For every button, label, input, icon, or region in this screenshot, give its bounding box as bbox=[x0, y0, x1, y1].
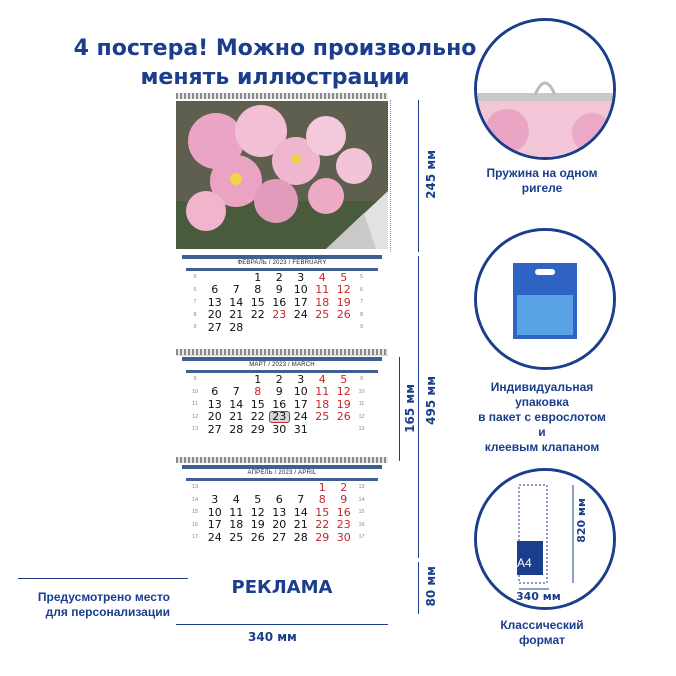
day: 31 bbox=[293, 422, 308, 436]
week-number: 9 bbox=[193, 376, 197, 383]
day: 2 bbox=[340, 480, 348, 494]
personal-line-2: для персонализации bbox=[45, 605, 170, 619]
top-spiral bbox=[176, 93, 388, 99]
day: 10 bbox=[293, 385, 308, 399]
day: 2 bbox=[275, 270, 283, 284]
day: 16 bbox=[272, 295, 287, 309]
week-row bbox=[186, 373, 378, 386]
day: 10 bbox=[207, 505, 222, 519]
format-diagram bbox=[477, 471, 613, 607]
day: 26 bbox=[336, 308, 351, 322]
day: 28 bbox=[229, 422, 244, 436]
week-number: 14 bbox=[191, 496, 199, 503]
advertising-block bbox=[176, 553, 388, 615]
week-number: 6 bbox=[193, 286, 197, 293]
day: 23 bbox=[336, 518, 351, 532]
week-number: 11 bbox=[192, 401, 198, 408]
week-number: 7 bbox=[193, 299, 197, 306]
week-number: 15 bbox=[358, 509, 365, 516]
day: 15 bbox=[250, 295, 265, 309]
month-block-march bbox=[176, 357, 388, 458]
day: 20 bbox=[207, 410, 222, 424]
dimension-line-total bbox=[418, 256, 419, 558]
a4-width: 340 мм bbox=[516, 590, 561, 603]
day: 20 bbox=[207, 308, 222, 322]
day: 9 bbox=[340, 493, 348, 507]
month-title: МАРТ / 2023 / MARCH bbox=[249, 362, 315, 368]
day: 5 bbox=[254, 493, 262, 507]
day: 27 bbox=[207, 320, 222, 334]
week-number: 5 bbox=[193, 274, 197, 281]
week-row bbox=[186, 271, 378, 284]
day: 17 bbox=[293, 295, 308, 309]
day: 23 bbox=[272, 308, 287, 322]
day: 10 bbox=[293, 283, 308, 297]
package-caption bbox=[476, 380, 608, 455]
day: 16 bbox=[272, 397, 287, 411]
week-row bbox=[186, 481, 378, 494]
week-number: 15 bbox=[191, 509, 199, 516]
day: 11 bbox=[229, 505, 244, 519]
dimension-line-bottom bbox=[418, 562, 419, 614]
format-line-1: Классический bbox=[500, 618, 584, 632]
day: 22 bbox=[250, 410, 265, 424]
day: 28 bbox=[293, 530, 308, 544]
day: 25 bbox=[315, 308, 330, 322]
spring-detail-image bbox=[477, 21, 613, 157]
headline bbox=[60, 34, 490, 92]
dimension-mid: 165 мм bbox=[403, 384, 417, 433]
dimension-line-mid bbox=[399, 357, 400, 461]
day: 14 bbox=[293, 505, 308, 519]
week-row bbox=[186, 423, 378, 436]
week-number: 9 bbox=[193, 324, 197, 331]
day: 12 bbox=[336, 283, 351, 297]
week-number: 16 bbox=[358, 521, 365, 528]
pack-line-1: Индивидуальная bbox=[490, 380, 594, 394]
month-grid bbox=[186, 373, 378, 436]
month-grid bbox=[186, 481, 378, 544]
week-number: 13 bbox=[191, 484, 199, 491]
week-row bbox=[186, 321, 378, 334]
week-number: 14 bbox=[358, 496, 365, 503]
day: 24 bbox=[207, 530, 222, 544]
day: 21 bbox=[229, 308, 244, 322]
week-row bbox=[186, 531, 378, 544]
day: 3 bbox=[297, 372, 305, 386]
guide-top bbox=[390, 100, 391, 252]
dimension-top: 245 мм bbox=[424, 150, 438, 199]
day: 4 bbox=[232, 493, 240, 507]
day: 2 bbox=[275, 372, 283, 386]
day: 30 bbox=[272, 422, 287, 436]
day: 12 bbox=[250, 505, 265, 519]
week-number: 17 bbox=[191, 534, 199, 541]
week-number: 6 bbox=[359, 286, 364, 293]
week-row bbox=[186, 411, 378, 424]
personal-line-1: Предусмотрено место bbox=[37, 590, 170, 604]
day: 29 bbox=[315, 530, 330, 544]
dimension-bottom: 80 мм bbox=[424, 566, 438, 607]
week-number: 12 bbox=[358, 413, 365, 420]
day: 26 bbox=[336, 410, 351, 424]
day: 21 bbox=[293, 518, 308, 532]
dimension-line-top bbox=[418, 100, 419, 252]
week-number: 10 bbox=[358, 388, 365, 395]
day: 24 bbox=[293, 410, 308, 424]
week-row bbox=[186, 494, 378, 507]
day: 29 bbox=[250, 422, 265, 436]
a4-height: 820 мм bbox=[575, 498, 588, 543]
package-zoom-circle bbox=[474, 228, 616, 370]
day: 7 bbox=[232, 385, 240, 399]
week-row bbox=[186, 386, 378, 399]
week-row bbox=[186, 309, 378, 322]
day: 7 bbox=[297, 493, 305, 507]
day: 22 bbox=[250, 308, 265, 322]
day: 12 bbox=[336, 385, 351, 399]
week-number: 13 bbox=[191, 426, 199, 433]
day: 25 bbox=[315, 410, 330, 424]
day: 19 bbox=[336, 295, 351, 309]
month-block-april bbox=[176, 465, 388, 554]
week-row bbox=[186, 398, 378, 411]
day: 14 bbox=[229, 397, 244, 411]
week-number: 13 bbox=[358, 484, 365, 491]
month-grid bbox=[186, 271, 378, 334]
week-number: 12 bbox=[191, 413, 199, 420]
day: 28 bbox=[229, 320, 244, 334]
day: 3 bbox=[211, 493, 219, 507]
week-number: 11 bbox=[358, 401, 365, 408]
week-number: 7 bbox=[359, 299, 364, 306]
week-row bbox=[186, 284, 378, 297]
day: 1 bbox=[254, 270, 262, 284]
flower-photo bbox=[176, 101, 388, 249]
spring-line-1: Пружина на одном bbox=[486, 166, 598, 180]
day: 17 bbox=[207, 518, 222, 532]
day: 20 bbox=[272, 518, 287, 532]
day: 26 bbox=[250, 530, 265, 544]
day: 7 bbox=[232, 283, 240, 297]
day: 4 bbox=[318, 372, 326, 386]
day: 15 bbox=[315, 505, 330, 519]
day: 30 bbox=[336, 530, 351, 544]
wall-calendar bbox=[176, 93, 388, 613]
week-row bbox=[186, 296, 378, 309]
day: 18 bbox=[315, 295, 330, 309]
format-zoom-circle bbox=[474, 468, 616, 610]
week-number: 17 bbox=[358, 534, 365, 541]
month-title: АПРЕЛЬ / 2023 / APRIL bbox=[247, 470, 317, 476]
day: 24 bbox=[293, 308, 308, 322]
dimension-line-width bbox=[176, 624, 388, 625]
pack-line-3: в пакет с еврослотом и bbox=[478, 410, 606, 439]
format-line-2: формат bbox=[518, 633, 566, 647]
day: 9 bbox=[275, 385, 283, 399]
day: 8 bbox=[254, 385, 262, 399]
month-title: ФЕВРАЛЬ / 2023 / FEBRUARY bbox=[237, 260, 327, 266]
roses-illustration bbox=[176, 101, 388, 249]
week-number: 16 bbox=[191, 521, 199, 528]
pack-line-4: клеевым клапаном bbox=[484, 440, 600, 454]
dimension-total: 495 мм bbox=[424, 376, 438, 425]
headline-line-1: 4 постера! Можно произвольно bbox=[73, 36, 477, 61]
middle-spiral-2 bbox=[176, 457, 388, 463]
day: 13 bbox=[272, 505, 287, 519]
a4-label: A4 bbox=[517, 556, 532, 570]
day: 1 bbox=[254, 372, 262, 386]
day: 21 bbox=[229, 410, 244, 424]
day: 8 bbox=[318, 493, 326, 507]
day: 13 bbox=[207, 397, 222, 411]
week-row bbox=[186, 506, 378, 519]
format-caption bbox=[476, 618, 608, 648]
day: 17 bbox=[293, 397, 308, 411]
day: 19 bbox=[250, 518, 265, 532]
week-number: 9 bbox=[359, 324, 364, 331]
week-number: 5 bbox=[359, 274, 364, 281]
day: 19 bbox=[336, 397, 351, 411]
middle-spiral-1 bbox=[176, 349, 388, 355]
day: 11 bbox=[315, 385, 330, 399]
week-number: 13 bbox=[358, 426, 365, 433]
month-block-february bbox=[176, 255, 388, 356]
personalization-note bbox=[20, 590, 170, 620]
day: 9 bbox=[275, 283, 283, 297]
week-number: 9 bbox=[359, 376, 364, 383]
day: 6 bbox=[211, 385, 219, 399]
week-row bbox=[186, 519, 378, 532]
day: 6 bbox=[275, 493, 283, 507]
day: 5 bbox=[340, 372, 348, 386]
day: 8 bbox=[254, 283, 262, 297]
day: 1 bbox=[318, 480, 326, 494]
day: 27 bbox=[272, 530, 287, 544]
day: 25 bbox=[229, 530, 244, 544]
day: 14 bbox=[229, 295, 244, 309]
day: 6 bbox=[211, 283, 219, 297]
week-number: 10 bbox=[191, 388, 199, 395]
day: 16 bbox=[336, 505, 351, 519]
day: 22 bbox=[315, 518, 330, 532]
ad-label: РЕКЛАМА bbox=[231, 577, 333, 598]
spring-line-2: ригеле bbox=[521, 181, 563, 195]
day: 4 bbox=[318, 270, 326, 284]
day: 18 bbox=[315, 397, 330, 411]
day: 13 bbox=[207, 295, 222, 309]
current-day-marker: 23 bbox=[269, 411, 291, 423]
week-number: 8 bbox=[193, 311, 197, 318]
personal-pointer bbox=[18, 578, 188, 579]
spring-zoom-circle bbox=[474, 18, 616, 160]
day: 27 bbox=[207, 422, 222, 436]
dimension-width: 340 мм bbox=[248, 630, 297, 644]
day: 11 bbox=[315, 283, 330, 297]
pack-line-2: упаковка bbox=[515, 395, 569, 409]
day: 18 bbox=[229, 518, 244, 532]
spring-caption bbox=[476, 166, 608, 196]
headline-line-2: менять иллюстрации bbox=[140, 65, 410, 90]
week-number: 8 bbox=[359, 311, 364, 318]
day: 5 bbox=[340, 270, 348, 284]
day: 15 bbox=[250, 397, 265, 411]
day: 3 bbox=[297, 270, 305, 284]
package-icon bbox=[477, 231, 613, 367]
